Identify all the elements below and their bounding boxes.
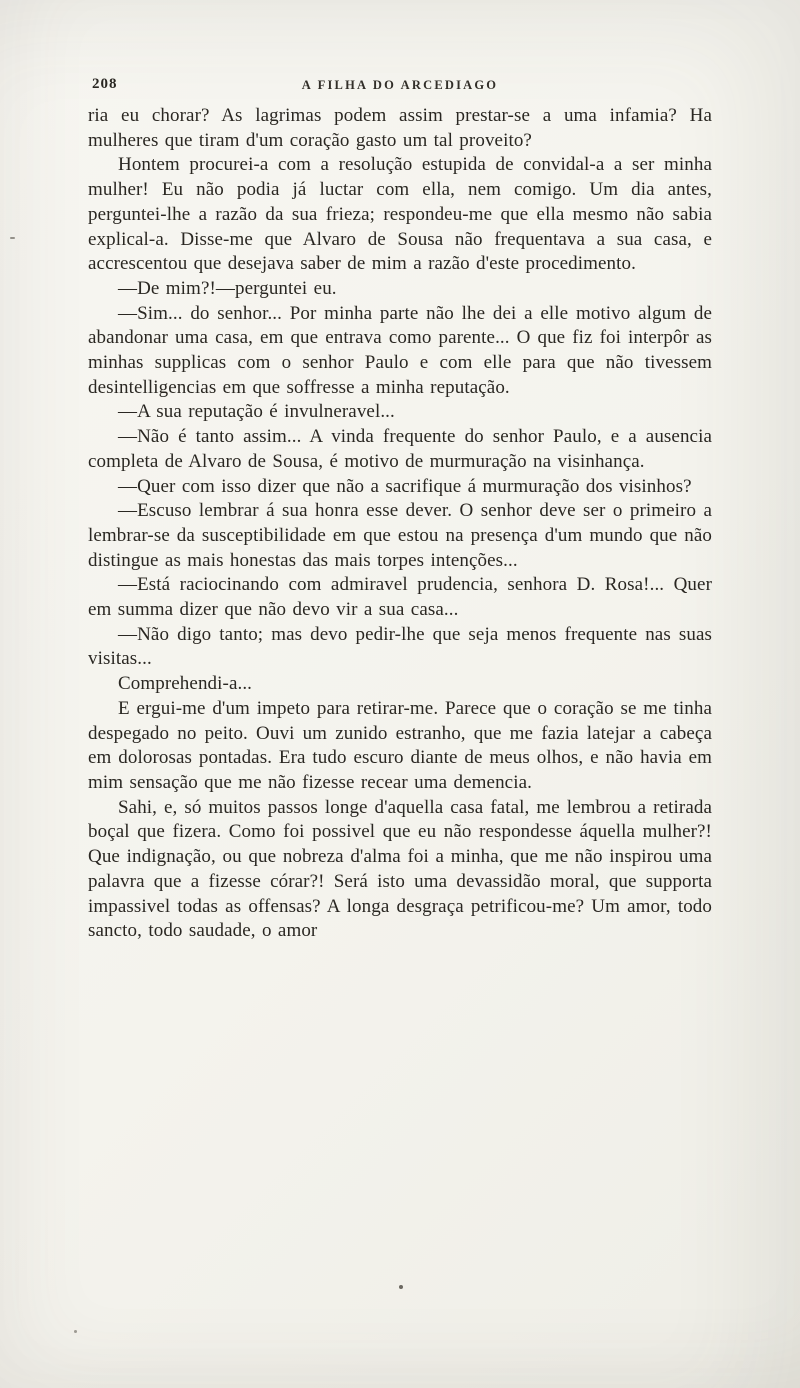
paragraph: —Quer com isso dizer que não a sacrifique á murmuração dos visinhos? (118, 475, 692, 497)
scan-speck (10, 237, 15, 239)
paragraph: Sahi, e, só muitos passos longe d'aquella casa fatal, me lembrou a retirada boçal que fizera. Como foi possivel que eu não respondesse áquella mulher?! Que indignação, ou que nobreza d'alma foi a minha, que me não inspirou uma palavra que a fizesse córar?! Será isto uma devassidão moral, que supporta impassivel todas as offensas? A longa desgraça petrificou-me? Um amor, todo sancto, todo saudade, o amor (88, 796, 712, 942)
page-body (88, 104, 712, 944)
paragraph: Comprehendi-a... (118, 673, 253, 695)
scan-speck (399, 1285, 403, 1289)
paragraph: —A sua reputação é invulneravel... (118, 401, 395, 423)
scan-speck (74, 1330, 77, 1333)
page-number: 208 (92, 76, 118, 92)
paragraph: E ergui-me d'um impeto para retirar-me. Parece que o coração se me tinha despegado no peito. Ouvi um zunido estranho, que me fazia latejar a cabeça em dolorosas pontadas. Era tudo escuro diante de meus olhos, e não havia em mim sensação que me não fizesse recear uma demencia. (88, 697, 712, 793)
paragraph: Hontem procurei-a com a resolução estupida de convidal-a a ser minha mulher! Eu não podia já luctar com ella, nem comigo. Um dia antes, perguntei-lhe a razão da sua frieza; respondeu-me que ella mesmo não sabia explical-a. Disse-me que Alvaro de Sousa não frequentava a sua casa, e accrescentou que desejava saber de mim a razão d'este procedimento. (88, 154, 712, 275)
running-title: A FILHA DO ARCEDIAGO (301, 78, 499, 92)
page-header (88, 76, 712, 96)
paragraph: ria eu chorar? As lagrimas podem assim prestar-se a uma infamia? Ha mulheres que tiram d'um coração gasto um tal proveito? (88, 105, 712, 151)
paragraph: —Não digo tanto; mas devo pedir-lhe que seja menos frequente nas suas visitas... (88, 623, 712, 670)
paragraph: —Não é tanto assim... A vinda frequente do senhor Paulo, e a ausencia completa de Alvaro de Sousa, é motivo de murmuração na visinhança. (88, 426, 712, 472)
paragraph: —Está raciocinando com admiravel prudencia, senhora D. Rosa!... Quer em summa dizer que não devo vir a sua casa... (88, 574, 712, 621)
paragraph: —Escuso lembrar á sua honra esse dever. O senhor deve ser o primeiro a lembrar-se da susceptibilidade em que estou na presença d'um mundo que não distingue as mais honestas das mais torpes intenções... (88, 500, 712, 571)
paragraph: —Sim... do senhor... Por minha parte não lhe dei a elle motivo algum de abandonar uma casa, em que entrava como parente... O que fiz foi interpôr as minhas supplicas com o senhor Paulo e com elle para que não tivessem desintelligencias em que soffresse a minha reputação. (88, 302, 712, 398)
paragraph: —De mim?!—perguntei eu. (118, 277, 337, 299)
